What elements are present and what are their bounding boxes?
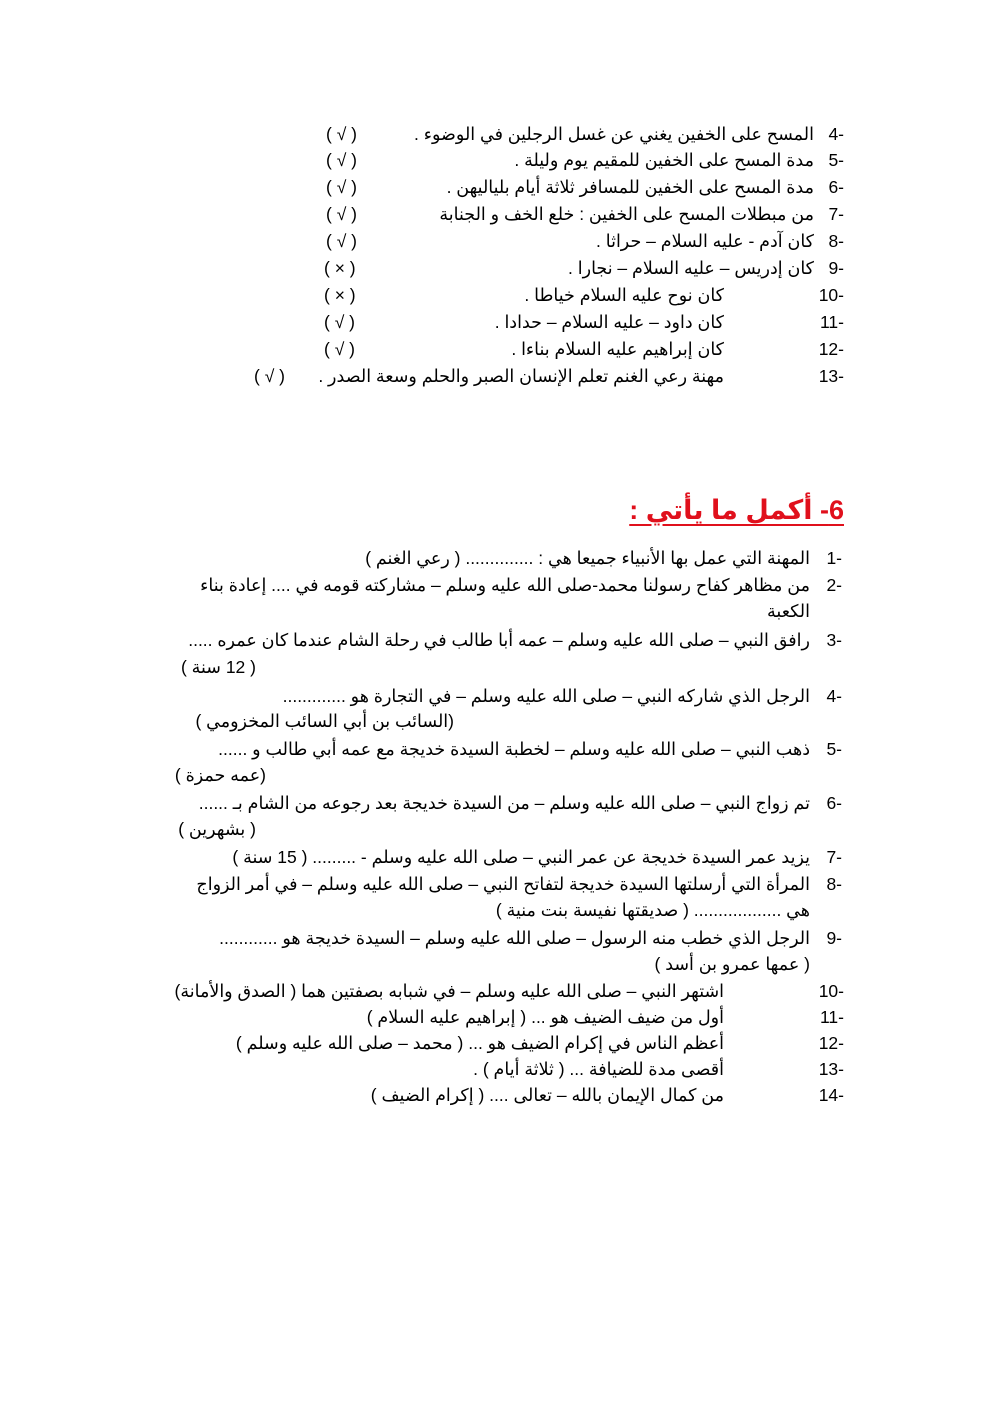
tf-item-8: [0, 229, 992, 253]
tf-item-4: [0, 122, 992, 146]
answer-mark: ( √ ): [324, 312, 355, 332]
answer-mark: ( √ ): [326, 150, 357, 170]
tf-item-7: [0, 202, 992, 226]
item-number: 9-: [828, 258, 844, 278]
item-text: كان آدم - عليه السلام – حراثا .: [596, 231, 814, 251]
tf-item-11: [0, 310, 992, 334]
complete-item-8-cont: [0, 898, 992, 922]
complete-item-6: [0, 791, 992, 815]
complete-item-9: [0, 926, 992, 950]
item-line: المرأة التي أرسلتها السيدة خديجة لتفاتح النبي – صلى الله عليه وسلم – في أمر الزواج: [196, 874, 810, 894]
answer-mark: ( √ ): [254, 366, 285, 386]
complete-item-5-cont: [0, 763, 992, 787]
item-number: 7-: [828, 204, 844, 224]
item-number: 2-: [826, 575, 842, 595]
item-number: 6-: [826, 793, 842, 813]
complete-item-10: [0, 979, 992, 1003]
complete-item-11: [0, 1005, 992, 1029]
item-text: مهنة رعي الغنم تعلم الإنسان الصبر والحلم وسعة الصدر .: [318, 366, 724, 386]
tf-item-6: [0, 175, 992, 199]
item-text: كان إبراهيم عليه السلام بناءا .: [511, 339, 724, 359]
item-number: 9-: [826, 928, 842, 948]
answer-mark: ( × ): [324, 258, 356, 278]
item-line: من مظاهر كفاح رسولنا محمد-صلى الله عليه وسلم – مشاركته قومه في .... إعادة بناء: [200, 575, 810, 595]
item-line: تم زواج النبي – صلى الله عليه وسلم – من السيدة خديجة بعد رجوعه من الشام بـ ......: [198, 793, 810, 813]
item-number: 5-: [826, 739, 842, 759]
item-text: كان إدريس – عليه السلام – نجارا .: [568, 258, 814, 278]
item-number: 5-: [828, 150, 844, 170]
complete-item-4: [0, 684, 992, 708]
complete-item-2: [0, 573, 992, 597]
item-line: الرجل الذي خطب منه الرسول – صلى الله عليه وسلم – السيدة خديجة هو ............: [219, 928, 810, 948]
item-number: 14-: [818, 1085, 844, 1105]
item-number: 10-: [818, 981, 844, 1001]
item-text: كان داود – عليه السلام – حدادا .: [494, 312, 724, 332]
item-number: 6-: [828, 177, 844, 197]
item-number: 3-: [826, 630, 842, 650]
item-line: الكعبة: [767, 601, 810, 621]
item-number: 4-: [828, 124, 844, 144]
item-answer: ( عمها عمرو بن أسد ): [654, 954, 810, 974]
item-text: مدة المسح على الخفين للمسافر ثلاثة أيام بلياليهن .: [446, 177, 814, 197]
item-line: يزيد عمر السيدة خديجة عن عمر النبي – صلى الله عليه وسلم - ......... ( 15 سنة ): [232, 847, 810, 867]
complete-item-12: [0, 1031, 992, 1055]
item-text: من مبطلات المسح على الخفين : خلع الخف و الجنابة: [439, 204, 814, 224]
item-line: أول من ضيف الضيف هو ... ( إبراهيم عليه السلام ): [366, 1007, 724, 1027]
item-number: 13-: [818, 1059, 844, 1079]
item-line: ذهب النبي – صلى الله عليه وسلم – لخطبة السيدة خديجة مع عمه أبي طالب و ......: [218, 739, 810, 759]
complete-item-14: [0, 1083, 992, 1107]
answer-mark: ( √ ): [324, 339, 355, 359]
item-line: اشتهر النبي – صلى الله عليه وسلم – في شبابه بصفتين هما ( الصدق والأمانة): [174, 981, 724, 1001]
complete-item-2-cont: [0, 599, 992, 623]
item-number: 11-: [820, 312, 844, 332]
tf-item-12: [0, 337, 992, 361]
item-answer: (السائب بن أبي السائب المخزومي ): [195, 711, 454, 731]
complete-item-4-cont: [0, 709, 992, 733]
item-text: مدة المسح على الخفين للمقيم يوم وليلة .: [514, 150, 814, 170]
tf-item-13: [0, 364, 992, 388]
complete-item-1: [0, 546, 992, 570]
answer-mark: ( × ): [324, 285, 356, 305]
section-heading: 6- أكمل ما يأتي :: [629, 495, 844, 525]
item-answer: (عمه حمزة ): [174, 765, 266, 785]
item-number: 1-: [826, 548, 842, 568]
item-line: أعظم الناس في إكرام الضيف هو ... ( محمد – صلى الله عليه وسلم ): [235, 1033, 724, 1053]
item-line: الرجل الذي شاركه النبي – صلى الله عليه وسلم – في التجارة هو .............: [282, 686, 810, 706]
item-line: من كمال الإيمان بالله – تعالى .... ( إكرام الضيف ): [370, 1085, 724, 1105]
item-answer: ( بشهرين ): [178, 819, 256, 839]
item-number: 13-: [818, 366, 844, 386]
item-number: 7-: [826, 847, 842, 867]
complete-item-3-cont: [0, 655, 992, 679]
complete-item-7: [0, 845, 992, 869]
answer-mark: ( √ ): [326, 204, 357, 224]
tf-item-5: [0, 148, 992, 172]
item-number: 4-: [826, 686, 842, 706]
item-line: رافق النبي – صلى الله عليه وسلم – عمه أبا طالب في رحلة الشام عندما كان عمره .....: [188, 630, 810, 650]
item-text: المسح على الخفين يغني عن غسل الرجلين في الوضوء .: [414, 124, 814, 144]
tf-item-9: [0, 256, 992, 280]
tf-item-10: [0, 283, 992, 307]
answer-mark: ( √ ): [326, 177, 357, 197]
item-line: هي .................. ( صديقتها نفيسة بنت منية ): [495, 900, 810, 920]
item-answer: ( 12 سنة ): [180, 657, 256, 677]
item-number: 11-: [820, 1007, 844, 1027]
item-number: 12-: [818, 1033, 844, 1053]
item-number: 8-: [826, 874, 842, 894]
complete-item-5: [0, 737, 992, 761]
complete-item-6-cont: [0, 817, 992, 841]
complete-item-3: [0, 628, 992, 652]
item-number: 12-: [818, 339, 844, 359]
item-line: أقصى مدة للضيافة ... ( ثلاثة أيام ) .: [473, 1059, 724, 1079]
item-number: 8-: [828, 231, 844, 251]
complete-item-8: [0, 872, 992, 896]
complete-item-9-cont: [0, 952, 992, 976]
complete-item-13: [0, 1057, 992, 1081]
answer-mark: ( √ ): [326, 231, 357, 251]
item-text: كان نوح عليه السلام خياطا .: [524, 285, 724, 305]
item-line: المهنة التي عمل بها الأنبياء جميعا هي : .............. ( رعي الغنم ): [365, 548, 810, 568]
item-number: 10-: [818, 285, 844, 305]
answer-mark: ( √ ): [326, 124, 357, 144]
